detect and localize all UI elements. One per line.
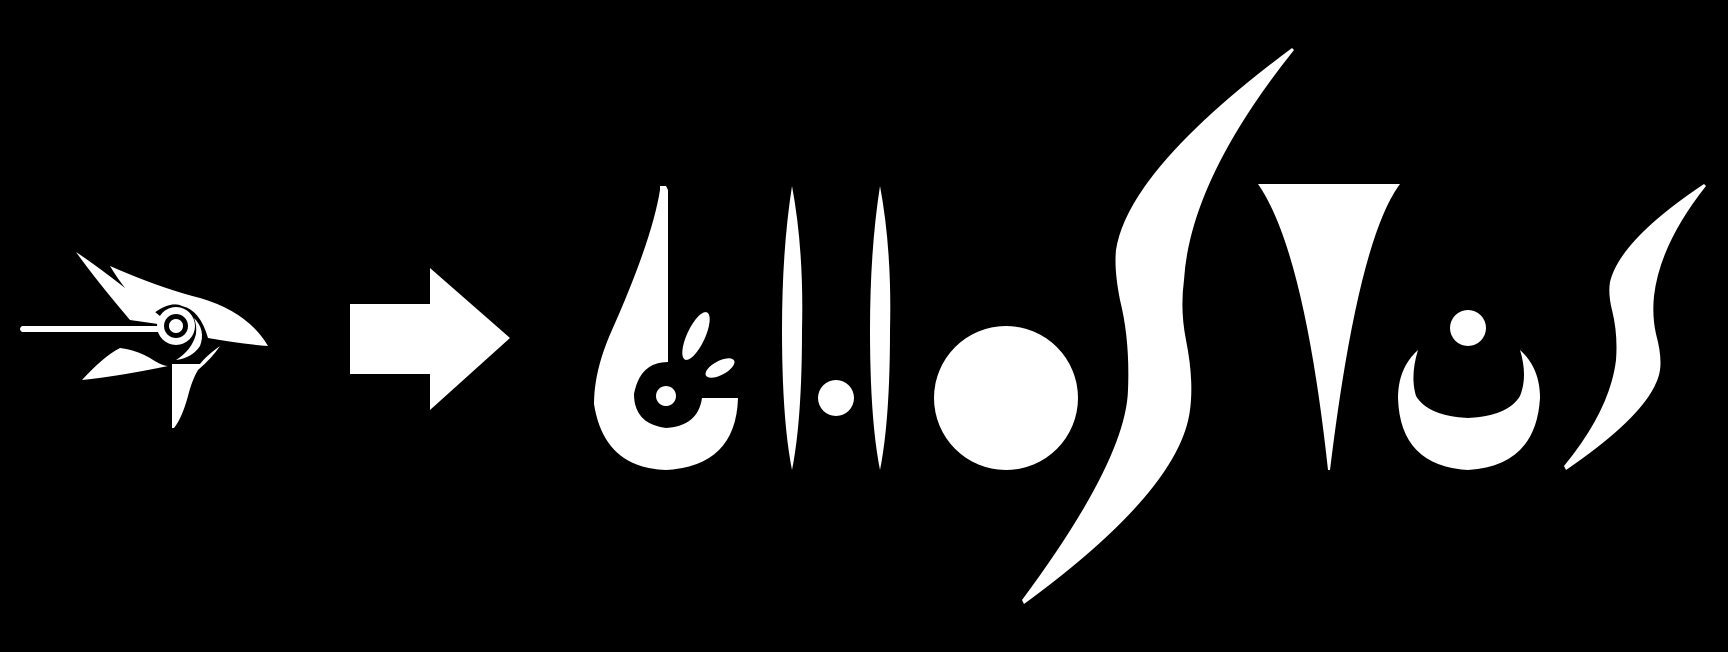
small-dot-glyph-icon [818,380,854,416]
small-s-curve-glyph-icon [1564,184,1706,470]
hook-with-dots-glyph-icon [594,186,738,470]
large-circle-glyph-icon [934,326,1078,470]
tall-s-curve-glyph-icon [1022,48,1294,604]
crescent-with-dot-glyph-icon [1398,310,1540,470]
inverted-triangle-glyph-icon [1258,184,1400,470]
thin-vertical-spindle-glyph-icon [870,186,890,470]
bird-feather-glyph-icon [20,252,268,428]
right-arrow-icon [350,268,510,410]
thin-vertical-spindle-glyph-icon [782,186,802,470]
